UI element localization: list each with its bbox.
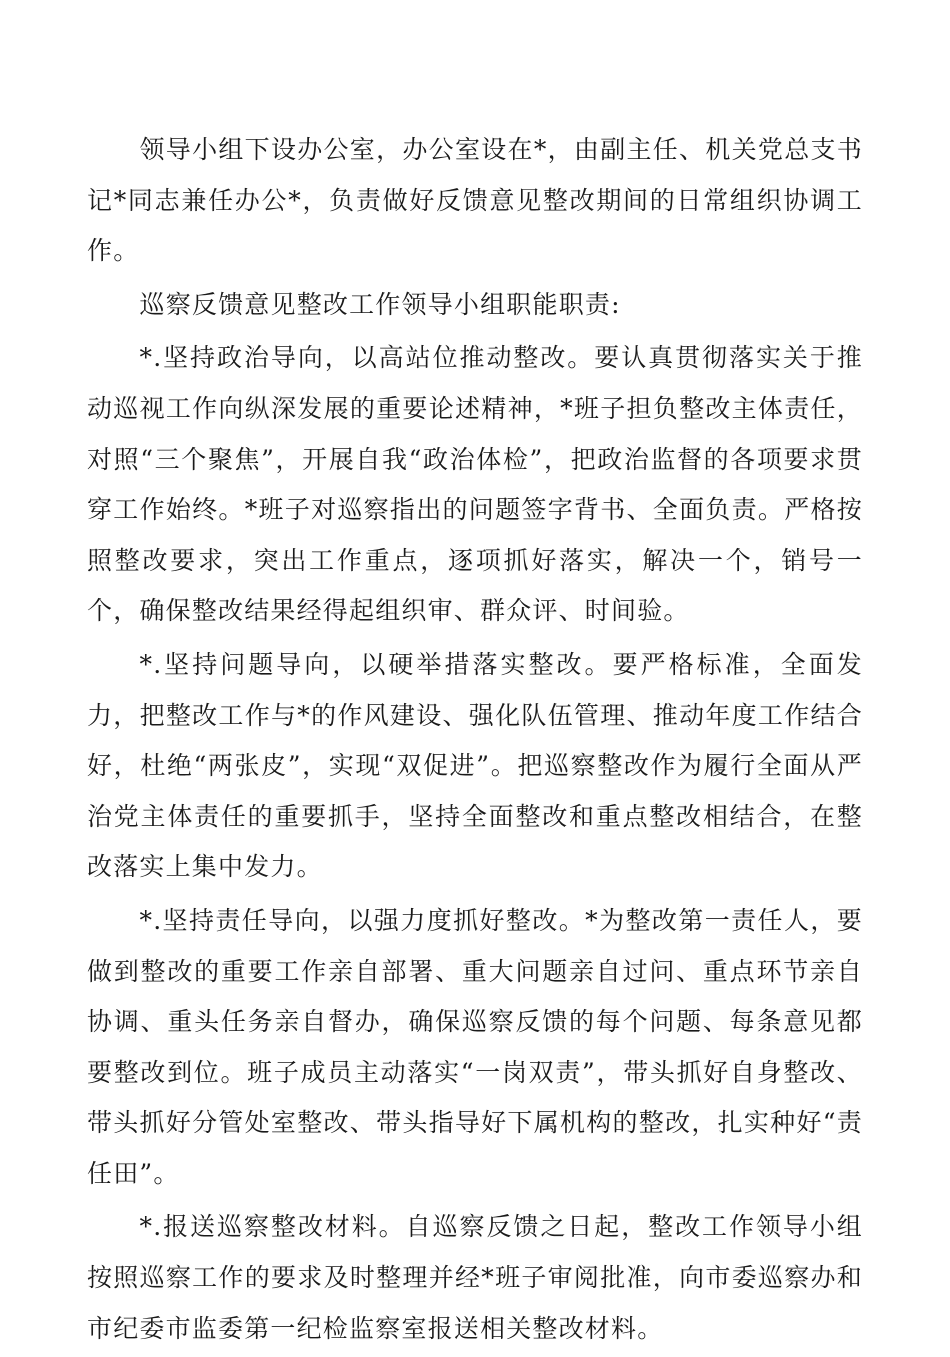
- document-body: [87, 125, 863, 1357]
- paragraph-duties-heading: 巡察反馈意见整改工作领导小组职能职责:: [139, 289, 621, 319]
- paragraph-responsibility-orientation: *.坚持责任导向，以强力度抓好整改。*为整改第一责任人，要做到整改的重要工作亲自部署、重大问题亲自过问、重点环节亲自协调、重头任务亲自督办，确保巡察反馈的每个问题、每条意见都要整改到位。班子成员主动落实“一岗双责”，带头抓好自身整改、带头抓好分管处室整改、带头指导好下属机构的整改，扎实种好“责任田”。: [87, 905, 863, 1188]
- paragraph-office-setup: 领导小组下设办公室，办公室设在*，由副主任、机关党总支书记*同志兼任办公*，负责做好反馈意见整改期间的日常组织协调工作。: [87, 135, 863, 266]
- paragraph-political-orientation: *.坚持政治导向，以高站位推动整改。要认真贯彻落实关于推动巡视工作向纵深发展的重要论述精神，*班子担负整改主体责任，对照“三个聚焦”，开展自我“政治体检”，把政治监督的各项要求贯穿工作始终。*班子对巡察指出的问题签字背书、全面负责。严格按照整改要求，突出工作重点，逐项抓好落实，解决一个，销号一个，确保整改结果经得起组织审、群众评、时间验。: [87, 343, 863, 626]
- paragraph-submit-materials: *.报送巡察整改材料。自巡察反馈之日起，整改工作领导小组按照巡察工作的要求及时整理并经*班子审阅批准，向市委巡察办和市纪委市监委第一纪检监察室报送相关整改材料。: [87, 1212, 863, 1343]
- paragraph-problem-orientation: *.坚持问题导向，以硬举措落实整改。要严格标准，全面发力，把整改工作与*的作风建设、强化队伍管理、推动年度工作结合好，杜绝“两张皮”，实现“双促进”。把巡察整改作为履行全面从严治党主体责任的重要抓手，坚持全面整改和重点整改相结合，在整改落实上集中发力。: [87, 649, 863, 882]
